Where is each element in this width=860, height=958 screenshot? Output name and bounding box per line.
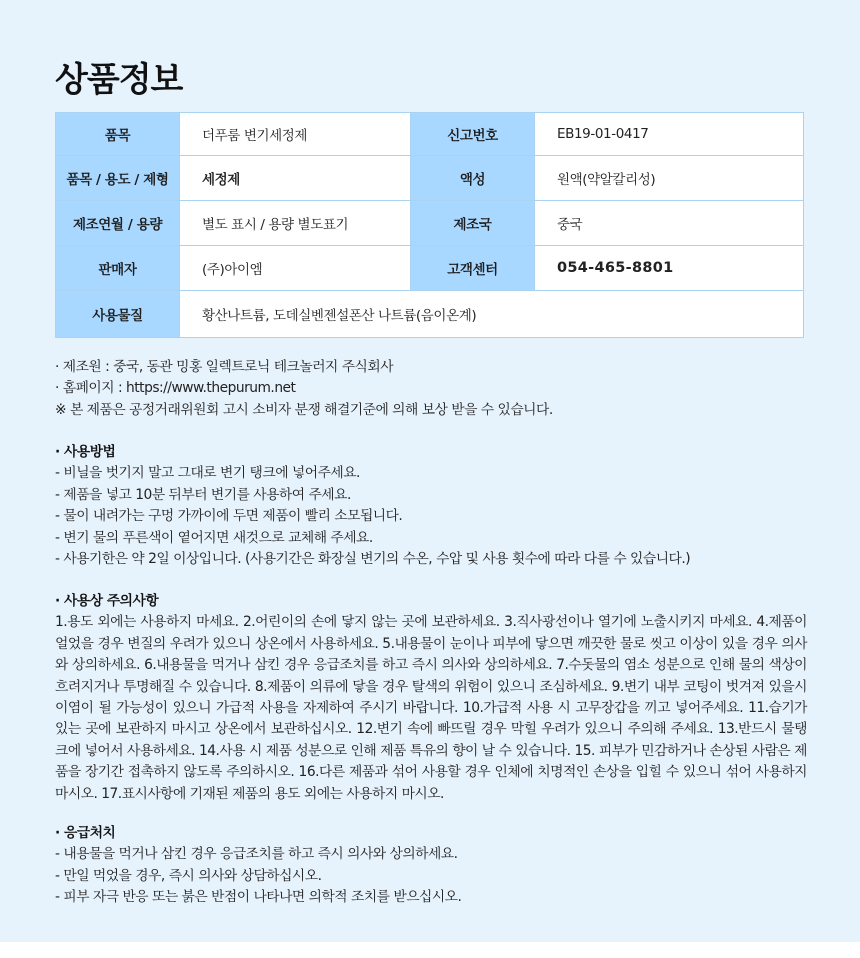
list-item: - 제품을 넣고 10분 뒤부터 변기를 사용하여 주세요. xyxy=(55,486,351,503)
list-item: - 내용물을 먹거나 삼킨 경우 응급조치를 하고 즉시 의사와 상의하세요. xyxy=(55,846,458,863)
caution-heading: · 사용상 주의사항 xyxy=(55,593,159,609)
label-substances: 사용물질 xyxy=(56,291,180,338)
value-country: 중국 xyxy=(535,201,804,246)
manufacturer-info xyxy=(55,357,807,421)
table-row xyxy=(56,113,804,156)
list-item: - 만일 먹었을 경우, 즉시 의사와 상담하십시오. xyxy=(55,867,322,884)
value-report-number: EB19-01-0417 xyxy=(535,113,804,156)
table-row xyxy=(56,156,804,201)
compensation-notice: ※ 본 제품은 공정거래위원회 고시 소비자 분쟁 해결기준에 의해 보상 받을 수 있습니다. xyxy=(55,401,553,418)
value-substances: 황산나트륨, 도데실벤젠설폰산 나트륨(음이온계) xyxy=(180,291,804,338)
caution-section xyxy=(55,591,807,805)
list-item: - 비닐을 벗기지 말고 그대로 변기 탱크에 넣어주세요. xyxy=(55,465,360,482)
page-title: 상품정보 xyxy=(55,60,183,100)
label-report-number: 신고번호 xyxy=(411,113,535,156)
usage-heading: · 사용방법 xyxy=(55,444,116,460)
label-manufacture-date-capacity: 제조연월 / 용량 xyxy=(56,201,180,246)
label-country: 제조국 xyxy=(411,201,535,246)
label-liquidity: 액성 xyxy=(411,156,535,201)
value-item-usage-form: 세정제 xyxy=(180,156,411,201)
homepage-line: · 홈페이지 : https://www.thepurum.net xyxy=(55,380,296,397)
value-item: 더푸룸 변기세정제 xyxy=(180,113,411,156)
list-item: - 변기 물의 푸른색이 옅어지면 새것으로 교체해 주세요. xyxy=(55,529,373,546)
caution-body: 1.용도 외에는 사용하지 마세요. 2.어린이의 손에 닿지 않는 곳에 보관하세요. 3.직사광선이나 열기에 노출시키지 마세요. 4.제품이 얼었을 경우 변질의 우려가 있으니 상온에서 사용하세요. 5.내용물이 눈이나 피부에 닿으면 깨끗한 물로 씻고 이상이 있을 경우 의사와 상의하세요. 6.내용물을 먹거나 삼킨 경우 응급조치를 하고 즉시 의사와 상의하세요. 7.수돗물의 염소 성분으로 인해 물의 색상이 흐려지거나 투명해질 수 있습니다. 8.제품이 의류에 닿을 경우 탈색의 위험이 있으니 조심하세요. 9.변기 내부 코팅이 벗겨져 있을시 이염이 될 가능성이 있으니 가급적 사용을 자제하여 주시기 바랍니다. 10.가급적 사용 시 고무장갑을 끼고 넣어주세요. 11.습기가 있는 곳에 보관하지 마시고 상온에서 보관하십시오. 12.변기 속에 빠뜨릴 경우 막힐 우려가 있으니 주의해 주세요. 13.반드시 물탱크에 넣어서 사용하세요. 14.사용 시 제품 성분으로 인해 제품 특유의 향이 날 수 있습니다. 15. 피부가 민감하거나 손상된 사람은 제품을 장기간 접촉하지 않도록 주의하시오. 16.다른 제품과 섞어 사용할 경우 인체에 치명적인 손상을 입힐 수 있으니 섞어 사용하지 마시오. 17.표시사항에 기재된 제품의 용도 외에는 사용하지 마시오. xyxy=(55,614,807,802)
first-aid-section xyxy=(55,823,807,909)
value-seller: (주)아이엠 xyxy=(180,246,411,291)
label-customer-center: 고객센터 xyxy=(411,246,535,291)
first-aid-heading: · 응급처치 xyxy=(55,825,116,841)
list-item: - 물이 내려가는 구멍 가까이에 두면 제품이 빨리 소모됩니다. xyxy=(55,508,403,525)
table-row xyxy=(56,291,804,338)
value-manufacture-date-capacity: 별도 표시 / 용량 별도표기 xyxy=(180,201,411,246)
label-item-usage-form: 품목 / 용도 / 제형 xyxy=(56,156,180,201)
label-seller: 판매자 xyxy=(56,246,180,291)
list-item: - 피부 자극 반응 또는 붉은 반점이 나타나면 의학적 조치를 받으십시오. xyxy=(55,889,462,906)
list-item: - 사용기한은 약 2일 이상입니다. (사용기간은 화장실 변기의 수온, 수압 및 사용 횟수에 따라 다를 수 있습니다.) xyxy=(55,551,691,568)
manufacturer-line: · 제조원 : 중국, 동관 밍홍 일렉트로닉 테크놀러지 주식회사 xyxy=(55,359,394,375)
value-customer-center-phone: 054-465-8801 xyxy=(535,246,804,291)
usage-section xyxy=(55,442,807,570)
value-liquidity: 원액(약알칼리성) xyxy=(535,156,804,201)
label-item: 품목 xyxy=(56,113,180,156)
table-row xyxy=(56,246,804,291)
table-row xyxy=(56,201,804,246)
product-spec-table xyxy=(55,112,804,338)
